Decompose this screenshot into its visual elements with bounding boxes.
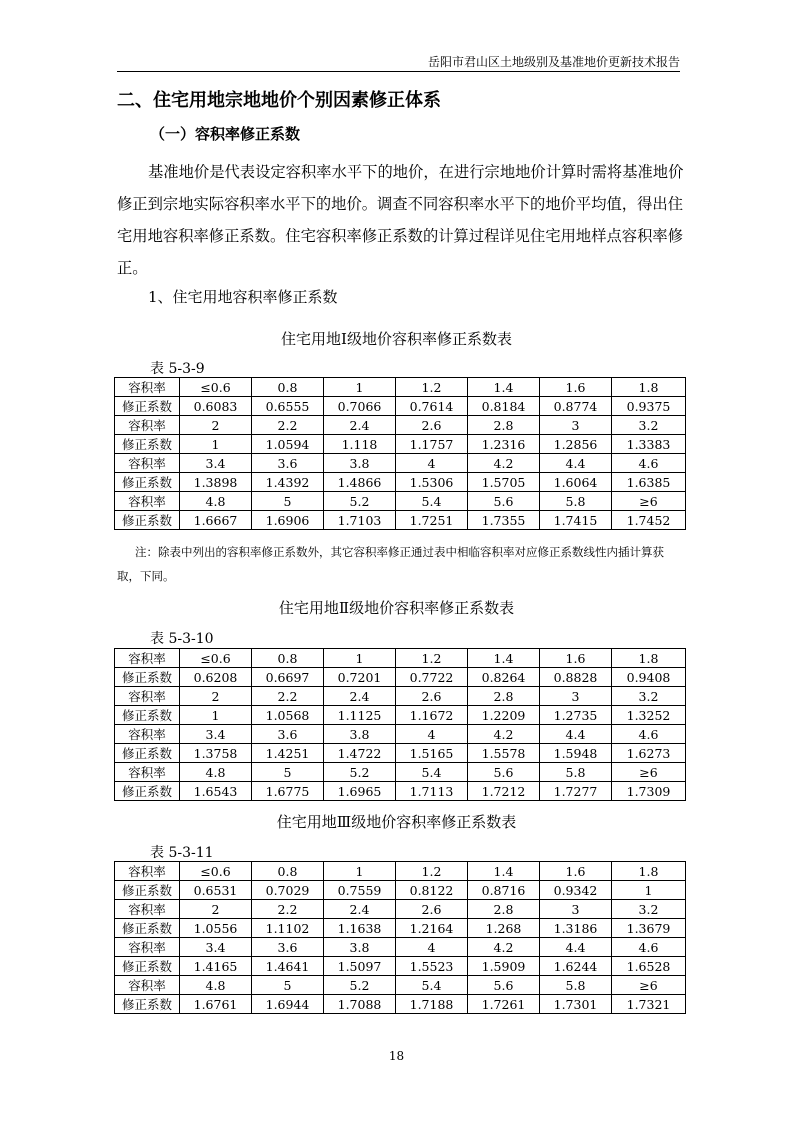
table-cell: 1.2 [396, 649, 468, 668]
table-3-title: 住宅用地Ⅲ级地价容积率修正系数表 [276, 813, 517, 831]
table-cell: 1 [180, 706, 252, 725]
table-cell: 1.6906 [252, 511, 324, 530]
table-cell: 0.8 [252, 862, 324, 881]
table-cell: 0.7614 [396, 397, 468, 416]
table-cell: 1.5909 [468, 957, 540, 976]
header-rule [117, 71, 680, 72]
table-cell: 0.7201 [324, 668, 396, 687]
table-cell: 0.7029 [252, 881, 324, 900]
table-cell: 1.6244 [540, 957, 612, 976]
table-cell: 1.0556 [180, 919, 252, 938]
table-2-label: 表 5-3-10 [150, 631, 214, 647]
table-cell: 2.2 [252, 900, 324, 919]
table-cell: 1.7301 [540, 995, 612, 1014]
table-cell: 4.6 [612, 725, 686, 744]
table-cell: 1 [324, 649, 396, 668]
table-row [115, 473, 686, 492]
table-cell: 5.2 [324, 976, 396, 995]
table-cell: 1.2735 [540, 706, 612, 725]
table-cell: 0.8122 [396, 881, 468, 900]
table-cell: 1.7113 [396, 782, 468, 801]
table-cell: 4.4 [540, 938, 612, 957]
table-cell: 3.4 [180, 454, 252, 473]
table-cell: 1.2209 [468, 706, 540, 725]
table-row [115, 862, 686, 881]
table-cell: 4 [396, 725, 468, 744]
table-cell: 1.3252 [612, 706, 686, 725]
table-row [115, 416, 686, 435]
table-cell: 1.2 [396, 862, 468, 881]
row-header-cell: 容积率 [115, 862, 180, 881]
table-row [115, 435, 686, 454]
table-row [115, 919, 686, 938]
list-item-heading: 1、住宅用地容积率修正系数 [148, 288, 338, 306]
table-row [115, 782, 686, 801]
table-cell: 1.6385 [612, 473, 686, 492]
table-cell: 1.7277 [540, 782, 612, 801]
table-cell: 0.9375 [612, 397, 686, 416]
table-cell: 1.1102 [252, 919, 324, 938]
table-cell: 1.6543 [180, 782, 252, 801]
table-cell: 3.6 [252, 938, 324, 957]
table-cell: 0.8264 [468, 668, 540, 687]
table-cell: 1.7355 [468, 511, 540, 530]
table-cell: 4.8 [180, 763, 252, 782]
table-cell: 3.2 [612, 687, 686, 706]
table-cell: 1.3383 [612, 435, 686, 454]
table-cell: 0.9342 [540, 881, 612, 900]
table-row [115, 687, 686, 706]
table-cell: 2.4 [324, 416, 396, 435]
table-cell: 1.6775 [252, 782, 324, 801]
table-cell: 2.8 [468, 900, 540, 919]
table-cell: 1.7188 [396, 995, 468, 1014]
row-header-cell: 容积率 [115, 763, 180, 782]
table-cell: 3.2 [612, 900, 686, 919]
table-row [115, 454, 686, 473]
subsection-heading: （一）容积率修正系数 [150, 125, 301, 143]
table-cell: 0.8 [252, 378, 324, 397]
table-row [115, 957, 686, 976]
table-row [115, 881, 686, 900]
table-cell: 1.1672 [396, 706, 468, 725]
table-cell: 0.7559 [324, 881, 396, 900]
table-note: 注：除表中列出的容积率修正系数外，其它容积率修正通过表中相临容积率对应修正系数线性内插计算获取，下同。 [117, 545, 664, 583]
table-cell: 1.6667 [180, 511, 252, 530]
table-cell: 1.1757 [396, 435, 468, 454]
table-cell: 0.8716 [468, 881, 540, 900]
table-row [115, 763, 686, 782]
table-cell: 0.6531 [180, 881, 252, 900]
table-cell: 2.6 [396, 900, 468, 919]
table-cell: 1.268 [468, 919, 540, 938]
running-header: 岳阳市君山区土地级别及基准地价更新技术报告 [427, 55, 680, 69]
row-header-cell: 修正系数 [115, 706, 180, 725]
table-cell: 1 [180, 435, 252, 454]
row-header-cell: 修正系数 [115, 995, 180, 1014]
table-cell: 1.3679 [612, 919, 686, 938]
table-cell: 1.4251 [252, 744, 324, 763]
table-cell: ≤0.6 [180, 378, 252, 397]
table-cell: 0.7066 [324, 397, 396, 416]
table-row [115, 378, 686, 397]
table-cell: 3 [540, 900, 612, 919]
table-cell: 1.6528 [612, 957, 686, 976]
table-cell: 1.6 [540, 862, 612, 881]
table-cell: 1.4165 [180, 957, 252, 976]
table-cell: 5.8 [540, 763, 612, 782]
table-cell: 2.8 [468, 687, 540, 706]
table-cell: 0.8184 [468, 397, 540, 416]
table-row [115, 938, 686, 957]
table-cell: 1.7415 [540, 511, 612, 530]
table-cell: ≥6 [612, 492, 686, 511]
table-cell: 1.5948 [540, 744, 612, 763]
table-cell: 4.6 [612, 454, 686, 473]
table-cell: 1.7251 [396, 511, 468, 530]
table-row [115, 511, 686, 530]
table-row [115, 668, 686, 687]
table-row [115, 649, 686, 668]
table-cell: 1.6761 [180, 995, 252, 1014]
row-header-cell: 容积率 [115, 416, 180, 435]
row-header-cell: 容积率 [115, 900, 180, 919]
table-row [115, 995, 686, 1014]
table-cell: 2.6 [396, 687, 468, 706]
row-header-cell: 修正系数 [115, 744, 180, 763]
table-cell: 4.4 [540, 454, 612, 473]
table-cell: 1.0594 [252, 435, 324, 454]
table-1 [114, 377, 686, 530]
table-cell: ≤0.6 [180, 862, 252, 881]
table-cell: 1.2 [396, 378, 468, 397]
table-cell: 1.4 [468, 649, 540, 668]
table-cell: 1.7321 [612, 995, 686, 1014]
table-cell: 2.4 [324, 687, 396, 706]
table-cell: ≥6 [612, 763, 686, 782]
table-cell: 4.2 [468, 725, 540, 744]
table-cell: 2.6 [396, 416, 468, 435]
table-cell: 1.5523 [396, 957, 468, 976]
table-cell: 1.6064 [540, 473, 612, 492]
table-row [115, 706, 686, 725]
table-cell: 5.6 [468, 763, 540, 782]
table-cell: 1 [612, 881, 686, 900]
table-cell: 0.6083 [180, 397, 252, 416]
table-cell: 1.8 [612, 649, 686, 668]
table-cell: 1.2164 [396, 919, 468, 938]
table-cell: 4.2 [468, 938, 540, 957]
table-cell: 1.4392 [252, 473, 324, 492]
table-cell: ≤0.6 [180, 649, 252, 668]
row-header-cell: 修正系数 [115, 435, 180, 454]
table-cell: 1.6273 [612, 744, 686, 763]
table-cell: 1.7103 [324, 511, 396, 530]
table-cell: 5.6 [468, 492, 540, 511]
row-header-cell: 容积率 [115, 687, 180, 706]
table-cell: 0.7722 [396, 668, 468, 687]
table-cell: 1.1638 [324, 919, 396, 938]
table-cell: 5 [252, 976, 324, 995]
table-cell: 0.8 [252, 649, 324, 668]
table-cell: 1.118 [324, 435, 396, 454]
table-cell: 1.5705 [468, 473, 540, 492]
table-cell: 4.6 [612, 938, 686, 957]
table-cell: 2.4 [324, 900, 396, 919]
table-cell: 1.5097 [324, 957, 396, 976]
table-cell: 0.6208 [180, 668, 252, 687]
table-1-title: 住宅用地Ⅰ级地价容积率修正系数表 [281, 330, 512, 348]
table-cell: 2 [180, 687, 252, 706]
table-cell: 1.4 [468, 378, 540, 397]
table-cell: 4.8 [180, 492, 252, 511]
table-cell: 5.8 [540, 492, 612, 511]
row-header-cell: 容积率 [115, 649, 180, 668]
row-header-cell: 修正系数 [115, 511, 180, 530]
table-cell: 3.2 [612, 416, 686, 435]
table-cell: 4 [396, 938, 468, 957]
table-cell: 4.4 [540, 725, 612, 744]
table-cell: 3.8 [324, 938, 396, 957]
row-header-cell: 容积率 [115, 938, 180, 957]
table-cell: 1.7212 [468, 782, 540, 801]
row-header-cell: 容积率 [115, 378, 180, 397]
table-cell: 3.6 [252, 454, 324, 473]
table-cell: 1.1125 [324, 706, 396, 725]
table-cell: 3.4 [180, 725, 252, 744]
section-heading: 二、住宅用地宗地地价个别因素修正体系 [117, 90, 441, 111]
table-cell: 0.8774 [540, 397, 612, 416]
table-row [115, 397, 686, 416]
table-row [115, 492, 686, 511]
table-3 [114, 861, 686, 1014]
table-cell: 4 [396, 454, 468, 473]
table-cell: 3.8 [324, 725, 396, 744]
body-paragraph: 基准地价是代表设定容积率水平下的地价，在进行宗地地价计算时需将基准地价修正到宗地实际容积率水平下的地价。调查不同容积率水平下的地价平均值，得出住宅用地容积率修正系数。住宅容积率修正系数的计算过程详见住宅用地样点容积率修正。 [117, 163, 684, 277]
table-cell: 1.7452 [612, 511, 686, 530]
table-cell: 5.4 [396, 763, 468, 782]
table-cell: 1.6944 [252, 995, 324, 1014]
row-header-cell: 修正系数 [115, 881, 180, 900]
table-cell: ≥6 [612, 976, 686, 995]
table-cell: 0.6555 [252, 397, 324, 416]
row-header-cell: 修正系数 [115, 957, 180, 976]
table-cell: 0.9408 [612, 668, 686, 687]
table-cell: 0.8828 [540, 668, 612, 687]
row-header-cell: 容积率 [115, 725, 180, 744]
table-cell: 1.8 [612, 862, 686, 881]
table-cell: 4.8 [180, 976, 252, 995]
table-cell: 2 [180, 900, 252, 919]
table-cell: 1.7088 [324, 995, 396, 1014]
table-row [115, 900, 686, 919]
row-header-cell: 容积率 [115, 454, 180, 473]
table-cell: 5.2 [324, 763, 396, 782]
table-cell: 1.4 [468, 862, 540, 881]
table-cell: 1.4722 [324, 744, 396, 763]
table-cell: 3 [540, 687, 612, 706]
row-header-cell: 修正系数 [115, 473, 180, 492]
table-cell: 5.4 [396, 976, 468, 995]
row-header-cell: 修正系数 [115, 668, 180, 687]
row-header-cell: 修正系数 [115, 782, 180, 801]
table-cell: 1.0568 [252, 706, 324, 725]
table-cell: 3.4 [180, 938, 252, 957]
table-cell: 1.7261 [468, 995, 540, 1014]
table-cell: 1.6 [540, 378, 612, 397]
table-cell: 1.3186 [540, 919, 612, 938]
table-cell: 1.5578 [468, 744, 540, 763]
table-cell: 1.7309 [612, 782, 686, 801]
table-cell: 5.8 [540, 976, 612, 995]
table-cell: 3.8 [324, 454, 396, 473]
table-cell: 2.2 [252, 416, 324, 435]
page-number: 18 [388, 1049, 405, 1063]
table-cell: 1 [324, 378, 396, 397]
table-cell: 1.6 [540, 649, 612, 668]
table-1-label: 表 5-3-9 [150, 361, 205, 377]
table-cell: 4.2 [468, 454, 540, 473]
table-2-title: 住宅用地Ⅱ级地价容积率修正系数表 [278, 599, 515, 617]
row-header-cell: 容积率 [115, 492, 180, 511]
table-cell: 1 [324, 862, 396, 881]
table-cell: 0.6697 [252, 668, 324, 687]
table-cell: 3.6 [252, 725, 324, 744]
table-cell: 5.2 [324, 492, 396, 511]
table-2 [114, 648, 686, 801]
table-row [115, 744, 686, 763]
table-cell: 5.4 [396, 492, 468, 511]
table-cell: 1.5306 [396, 473, 468, 492]
row-header-cell: 容积率 [115, 976, 180, 995]
table-cell: 2.2 [252, 687, 324, 706]
table-cell: 1.2316 [468, 435, 540, 454]
table-cell: 1.2856 [540, 435, 612, 454]
table-cell: 1.5165 [396, 744, 468, 763]
row-header-cell: 修正系数 [115, 397, 180, 416]
table-row [115, 976, 686, 995]
table-row [115, 725, 686, 744]
row-header-cell: 修正系数 [115, 919, 180, 938]
table-cell: 3 [540, 416, 612, 435]
table-cell: 1.4866 [324, 473, 396, 492]
table-cell: 2 [180, 416, 252, 435]
table-cell: 1.8 [612, 378, 686, 397]
table-cell: 5 [252, 763, 324, 782]
table-cell: 1.4641 [252, 957, 324, 976]
table-cell: 1.3758 [180, 744, 252, 763]
table-cell: 1.6965 [324, 782, 396, 801]
table-cell: 2.8 [468, 416, 540, 435]
table-cell: 5 [252, 492, 324, 511]
table-cell: 5.6 [468, 976, 540, 995]
table-3-label: 表 5-3-11 [150, 845, 214, 861]
table-cell: 1.3898 [180, 473, 252, 492]
